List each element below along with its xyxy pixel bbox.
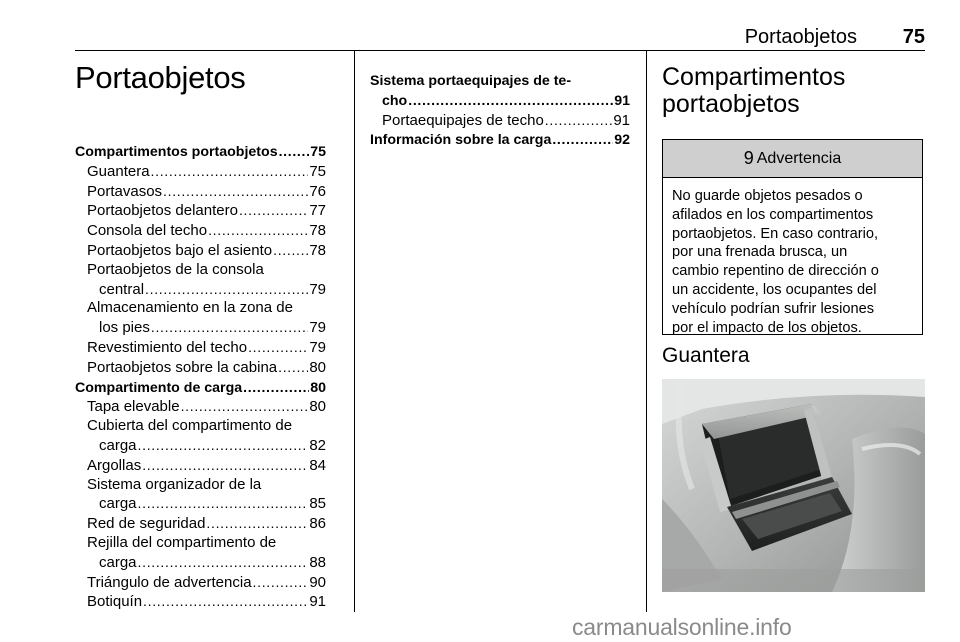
toc-section-entry[interactable]	[75, 378, 326, 398]
toc-entry-title: Tapa elevable	[87, 398, 180, 416]
toc-leader-dots	[243, 378, 309, 398]
table-of-contents-continued	[370, 72, 630, 150]
toc-page-number: 88	[309, 553, 326, 571]
toc-page-number: 90	[309, 573, 326, 591]
warning-text	[663, 178, 922, 337]
glovebox-illustration	[662, 379, 925, 592]
toc-leader-dots	[138, 553, 309, 573]
toc-leader-dots	[239, 201, 308, 221]
header-title: Portaobjetos	[744, 26, 857, 48]
toc-leader-dots	[206, 514, 308, 534]
toc-page-number: 85	[309, 495, 326, 513]
toc-entry-title: los pies	[99, 319, 150, 337]
toc-entry[interactable]	[75, 534, 326, 573]
toc-page-number: 80	[309, 358, 326, 376]
toc-leader-dots	[208, 221, 308, 241]
toc-entry[interactable]	[75, 417, 326, 456]
toc-entry-title: central	[99, 280, 145, 298]
toc-page-number: 91	[614, 92, 630, 109]
section-title: Compartimentos portaobjetos	[662, 63, 846, 118]
subsection-title: Guantera	[662, 344, 750, 367]
toc-leader-dots	[138, 494, 309, 514]
warning-text-line: afilados en los compartimentos	[672, 206, 874, 223]
toc-entry-title: Argollas	[87, 456, 142, 474]
warning-text-line: por el impacto de los objetos.	[672, 319, 862, 336]
toc-page-number: 79	[309, 319, 326, 337]
toc-page-number: 77	[309, 202, 326, 220]
glovebox-photo	[662, 379, 925, 592]
warning-text-line: por una frenada brusca, un	[672, 244, 848, 261]
toc-page-number: 91	[613, 111, 630, 129]
column-divider	[354, 50, 355, 612]
toc-leader-dots	[145, 280, 308, 300]
toc-page-number: 78	[309, 241, 326, 259]
toc-entry[interactable]	[75, 573, 326, 593]
toc-leader-dots	[279, 142, 310, 162]
toc-entry[interactable]	[75, 476, 326, 515]
toc-entry[interactable]	[75, 456, 326, 476]
toc-page-number: 79	[309, 338, 326, 356]
toc-entry-title: Portaequipajes de techo	[382, 111, 544, 129]
toc-page-number: 92	[614, 132, 630, 149]
toc-leader-dots	[138, 436, 309, 456]
toc-entry[interactable]	[75, 261, 326, 300]
toc-leader-dots	[408, 91, 613, 111]
toc-entry-title: Información sobre la carga	[370, 132, 552, 149]
warning-text-line: No guarde objetos pesados o	[672, 188, 863, 204]
toc-section-entry[interactable]	[370, 130, 630, 150]
warning-icon: 9	[743, 148, 754, 168]
toc-entry[interactable]	[75, 338, 326, 358]
toc-entry-title: Botiquín	[87, 593, 143, 611]
toc-entry-title: Red de seguridad	[87, 515, 206, 533]
toc-entry[interactable]	[75, 397, 326, 417]
watermark: carmanualsonline.info	[572, 614, 792, 640]
chapter-title: Portaobjetos	[75, 60, 246, 95]
toc-leader-dots	[273, 241, 308, 261]
toc-section-entry[interactable]	[75, 142, 326, 162]
toc-leader-dots	[552, 130, 613, 150]
toc-page-number: 80	[309, 398, 326, 416]
toc-entry-title: Portaobjetos delantero	[87, 202, 238, 220]
toc-entry[interactable]	[75, 241, 326, 261]
table-of-contents	[75, 142, 326, 612]
toc-entry[interactable]	[75, 182, 326, 202]
toc-entry-title: Revestimiento del techo	[87, 338, 248, 356]
toc-entry-title: Cubierta del compartimento de	[87, 417, 293, 435]
warning-text-line: vehículo podrían sufrir lesiones	[672, 300, 874, 317]
toc-entry-title: Portaobjetos bajo el asiento	[87, 241, 273, 259]
toc-page-number: 84	[309, 456, 326, 474]
toc-entry-title: carga	[99, 495, 137, 513]
warning-header	[663, 140, 922, 178]
toc-page-number: 76	[309, 182, 326, 200]
toc-entry[interactable]	[370, 111, 630, 131]
toc-leader-dots	[248, 338, 308, 358]
toc-page-number: 79	[309, 280, 326, 298]
toc-entry-title: Sistema organizador de la	[87, 475, 262, 493]
toc-entry[interactable]	[75, 514, 326, 534]
toc-leader-dots	[181, 397, 309, 417]
toc-entry[interactable]	[75, 592, 326, 612]
toc-entry-title: carga	[99, 553, 137, 571]
column-divider	[646, 50, 647, 612]
toc-leader-dots	[545, 111, 613, 131]
toc-leader-dots	[143, 592, 308, 612]
toc-section-entry[interactable]	[370, 72, 630, 111]
toc-entry-title: cho	[382, 92, 408, 109]
toc-entry-title: Compartimentos portaobjetos	[75, 144, 278, 160]
toc-page-number: 82	[309, 436, 326, 454]
toc-entry[interactable]	[75, 358, 326, 378]
toc-leader-dots	[278, 358, 308, 378]
toc-page-number: 75	[309, 162, 326, 180]
toc-entry-title: Almacenamiento en la zona de	[87, 299, 293, 317]
toc-entry-title: Portavasos	[87, 182, 163, 200]
toc-leader-dots	[163, 182, 308, 202]
toc-page-number: 80	[310, 379, 326, 396]
toc-page-number: 86	[309, 515, 326, 533]
toc-page-number: 75	[310, 144, 326, 160]
toc-entry[interactable]	[75, 201, 326, 221]
warning-box	[662, 139, 923, 335]
toc-entry-title: Portaobjetos de la consola	[87, 260, 264, 278]
toc-entry-title: Sistema portaequipajes de te-	[370, 73, 572, 89]
toc-leader-dots	[151, 318, 308, 338]
warning-text-line: portaobjetos. En caso contrario,	[672, 225, 879, 242]
toc-entry-title: Consola del techo	[87, 222, 208, 240]
warning-text-line: cambio repentino de dirección o	[672, 263, 879, 280]
toc-page-number: 91	[309, 593, 326, 611]
warning-text-line: un accidente, los ocupantes del	[672, 281, 877, 298]
toc-entry[interactable]	[75, 162, 326, 182]
toc-entry-title: Guantera	[87, 162, 150, 180]
toc-page-number: 78	[309, 222, 326, 240]
toc-entry[interactable]	[75, 221, 326, 241]
page-header	[75, 20, 925, 51]
warning-title: Advertencia	[756, 149, 842, 167]
page-number: 75	[902, 26, 925, 48]
toc-leader-dots	[142, 456, 308, 476]
toc-entry-title: carga	[99, 436, 137, 454]
toc-entry-title: Compartimento de carga	[75, 379, 243, 396]
toc-entry-title: Rejilla del compartimento de	[87, 533, 277, 551]
toc-entry-title: Portaobjetos sobre la cabina	[87, 358, 278, 376]
toc-entry[interactable]	[75, 299, 326, 338]
toc-entry-title: Triángulo de advertencia	[87, 573, 252, 591]
toc-leader-dots	[253, 573, 309, 593]
toc-leader-dots	[151, 162, 309, 182]
